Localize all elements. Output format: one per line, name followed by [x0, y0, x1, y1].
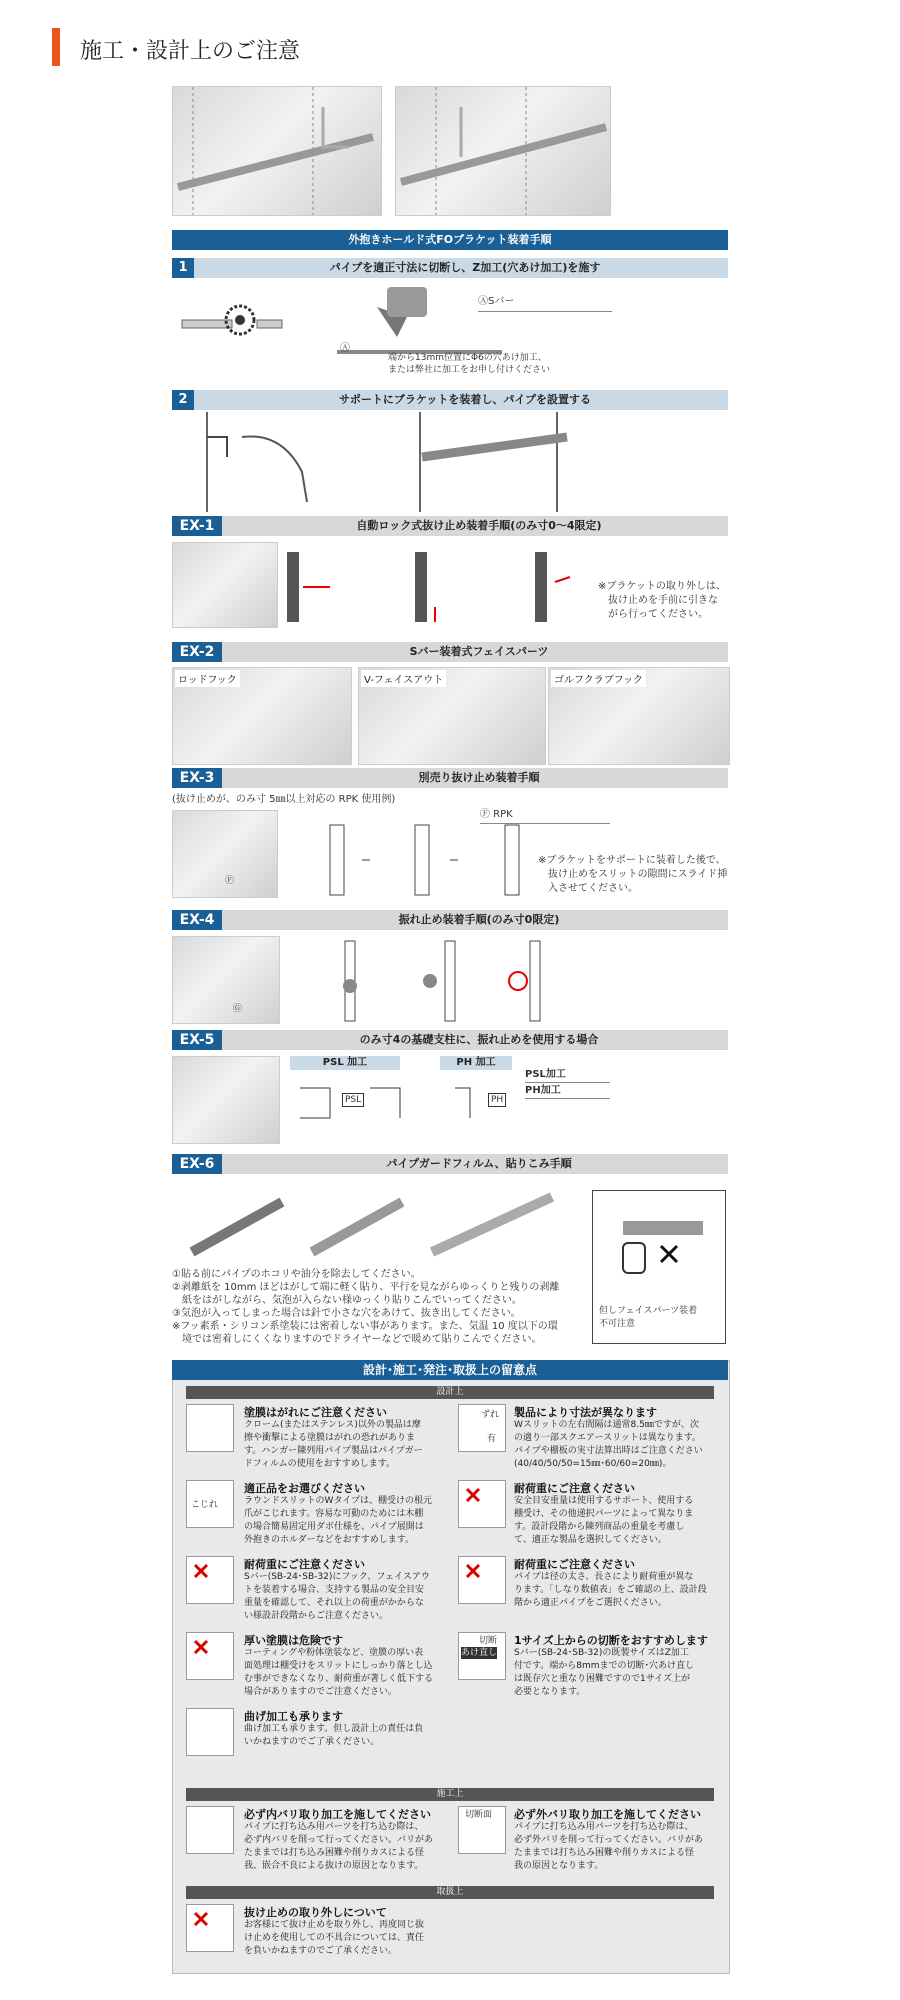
note-thick-body-1: コーティングや粉体塗装など、塗膜の厚い表 [244, 1648, 424, 1658]
note-thick-body-2: 面処理は棚受けをスリットにしっかり落とし込 [244, 1661, 433, 1671]
ex3-photo [172, 810, 278, 898]
ex1-bar [172, 516, 728, 536]
step2-number: 2 [172, 390, 194, 410]
ex2-photo-rod-hook [172, 667, 352, 765]
ex6-step-2: ②剥離紙を 10mm ほどはがして端に軽く貼り、平行を見ながらゆっくりと残りの剥離 [172, 1282, 560, 1293]
bracket-illustration-left [173, 87, 381, 215]
sway-stop-steps [290, 936, 550, 1026]
note-load1-body-3: 重量を確認して、それ以上の荷重がかからな [244, 1598, 424, 1608]
cut-icon-text-2: あけ直し [461, 1648, 498, 1658]
ex3-label: EX-3 [172, 768, 222, 788]
ex5-label: EX-5 [172, 1030, 222, 1050]
note-outer-title: 必ず外バリ取り加工を施してください [514, 1808, 701, 1821]
cut-icon-text-1: 切断 [479, 1636, 498, 1646]
page-title: 施工・設計上のご注意 [80, 39, 301, 64]
thick-coating-icon [186, 1632, 234, 1680]
psl-ph-diagram [290, 1078, 520, 1138]
top-photo-right [395, 86, 611, 216]
note-load3-body-1: パイプは径の太さ、長さにより耐荷重が異な [514, 1572, 694, 1582]
ex5-bar [172, 1030, 728, 1050]
step2-bar [172, 390, 728, 410]
ex6-text: パイプガードフィルム、貼りこみ手順 [386, 1157, 572, 1170]
ex1-label: EX-1 [172, 516, 222, 536]
load-warning-icon-3 [458, 1556, 506, 1604]
note-coating-title: 塗膜はがれにご注意ください [244, 1406, 387, 1419]
step2-text: サポートにブラケットを装着し、パイプを設置する [338, 393, 592, 406]
ex6-warning-box [592, 1190, 726, 1344]
note-bend-body-2: いかねますのでご了承ください。 [244, 1737, 380, 1747]
ex4-label: EX-4 [172, 910, 222, 930]
ex4-text: 振れ止め装着手順(のみ寸0限定) [398, 913, 560, 926]
note-proper-title: 適正品をお選びください [244, 1482, 365, 1495]
step2-illustration [172, 412, 728, 512]
ex3-label-rpk: Ⓕ RPK [480, 809, 513, 820]
ex5-photo [172, 1056, 280, 1144]
note-inner-body-1: パイプに打ち込み用パーツを打ち込む際は、 [244, 1822, 424, 1832]
ex5-legend-psl: PSL加工 [525, 1069, 566, 1080]
ex3-note-2: 抜け止めをスリットの隙間にスライド挿 [548, 869, 728, 880]
ex2-photo2-caption: V-フェイスアウト [361, 670, 446, 687]
no-cross-icon-5 [187, 1905, 233, 1951]
inner-deburr-icon [186, 1806, 234, 1854]
section-install-bar: 施工上 [186, 1788, 714, 1801]
note-load3-body-3: 階から適正パイプをご選択ください。 [514, 1598, 667, 1608]
ex6-bar [172, 1154, 728, 1174]
note-outer-body-4: 我の原因となります。 [514, 1861, 604, 1871]
auto-lock-steps [285, 542, 585, 626]
step1-bar [172, 258, 728, 278]
note-handling-body-3: を負いかねますのでご了承ください。 [244, 1946, 398, 1956]
note-load3-body-2: ります。「しなり数値表」をご確認の上、設計段 [514, 1585, 707, 1595]
note-load2-body-3: す。設計段階から陳列商品の重量を考慮し [514, 1522, 685, 1532]
faceout-no-icon [593, 1191, 723, 1287]
offset-icon [458, 1404, 506, 1452]
note-outer-body-1: パイプに打ち込み用パーツを打ち込む際は、 [514, 1822, 694, 1832]
ex3-subtitle: (抜け止めが、のみ寸 5㎜以上対応の RPK 使用例) [172, 794, 396, 805]
note-size-body-2: の適り一部スクエアースリットは異なります。 [514, 1433, 702, 1443]
ex3-photo-label: Ⓕ [225, 876, 235, 886]
note-size-body-3: パイプや棚板の実寸法算出時はご注意ください [514, 1446, 703, 1456]
section-handling-bar: 取扱上 [186, 1886, 714, 1899]
note-size-body-1: Wスリットの左右間隔は通常8.5㎜ですが、次 [514, 1420, 699, 1430]
note-cut-body-4: 必要となります。 [514, 1687, 586, 1697]
ex2-bar [172, 642, 728, 662]
ex5-illustration [290, 1078, 520, 1138]
ex2-photo-golf-hook [548, 667, 730, 765]
note-thick-body-3: む事ができなくなり、耐荷重が著しく低下する [244, 1674, 434, 1684]
pipe-film-steps [172, 1182, 562, 1262]
outer-deburr-icon-text: 切断面 [465, 1810, 493, 1820]
install-heading: 外抱きホールド式FOブラケット装着手順 [172, 230, 728, 250]
step1-label-s: ⒶSバー [478, 296, 515, 307]
notes-heading: 設計･施工･発注･取扱上の留意点 [172, 1360, 728, 1380]
note-inner-title: 必ず内バリ取り加工を施してください [244, 1808, 431, 1821]
note-bend-body-1: 曲げ加工も承ります。但し設計上の責任は負 [244, 1724, 424, 1734]
note-size-body-4: (40/40/50/50=15㎜･60/60=20㎜)。 [514, 1459, 672, 1469]
step1-note-2: または弊社に加工をお申し付けください [388, 365, 551, 375]
ex2-text: Sバー装着式フェイスパーツ [409, 645, 549, 658]
note-load1-body-2: トを装着する場合、支持する製品の安全目安 [244, 1585, 425, 1595]
note-inner-body-3: たままでは打ち込み困難や削りカスによる怪 [244, 1848, 425, 1858]
ex1-photo [172, 542, 278, 628]
ex5-psl-header: PSL 加工 [290, 1056, 400, 1070]
ex5-legend-psl-line [525, 1082, 610, 1083]
note-proper-body-2: 爪がこじれます。容易な可動のためには木棚 [244, 1509, 424, 1519]
title-accent-bar [52, 28, 60, 66]
section-design-bar: 設計上 [186, 1386, 714, 1399]
note-coating-body-3: す。ハンガー陳列用パイプ製品はパイプガー [244, 1446, 423, 1456]
ex4-bar [172, 910, 728, 930]
note-load2-body-4: て、適正な製品を選択してください。 [514, 1535, 667, 1545]
note-handling-body-2: け止めを使用しての不具合については、責任 [244, 1933, 424, 1943]
bend-icon [186, 1708, 234, 1756]
note-cut-body-3: は既存穴と重なり困難ですので1サイズ上が [514, 1674, 691, 1684]
ex1-illustration [285, 542, 585, 626]
note-bend-title: 曲げ加工も承ります [244, 1710, 343, 1723]
ex2-photo3-caption: ゴルフクラブフック [551, 670, 646, 687]
step1-label-a: Ⓐ [340, 343, 350, 354]
stopper-removal-icon [186, 1904, 234, 1952]
note-cut-body-1: Sバー(SB-24･SB-32)の既製サイズはZ加工 [514, 1648, 689, 1658]
ex6-step-3: ③気泡が入ってしまった場合は針で小さな穴をあけて、抜き出してください。 [172, 1308, 521, 1319]
ex5-psl-tag: PSL [342, 1093, 364, 1107]
note-cut-body-2: 付です。端から8mmまでの切断･穴あけ直し [514, 1661, 695, 1671]
ex3-bar [172, 768, 728, 788]
note-coating-body-1: クローム(またはステンレス)以外の製品は摩 [244, 1420, 421, 1430]
ex5-ph-header: PH 加工 [440, 1056, 512, 1070]
note-coating-body-4: ドフィルムの使用をおすすめします。 [244, 1459, 396, 1469]
note-coating-body-2: 擦や衝撃による塗膜はがれの恐れがありま [244, 1433, 416, 1443]
top-photo-left [172, 86, 382, 216]
coating-peel-icon [186, 1404, 234, 1452]
note-cut-title: 1サイズ上からの切断をおすすめします [514, 1634, 708, 1647]
rpk-install-steps [290, 820, 530, 900]
ex3-text: 別売り抜け止め装着手順 [418, 771, 540, 784]
note-outer-body-3: たままでは打ち込み困難や削りカスによる怪 [514, 1848, 695, 1858]
load-warning-icon [186, 1556, 234, 1604]
bracket-illustration-right [396, 87, 610, 215]
note-thick-title: 厚い塗膜は危険です [244, 1634, 343, 1647]
ex6-box-note-1: 但しフェイスパーツ装着 [599, 1306, 698, 1316]
note-handling-body-1: お客様にて抜け止めを取り外し、再度同じ抜 [244, 1920, 425, 1930]
offset-icon-text-1: ずれ [481, 1410, 500, 1420]
ex3-note-1: ※ブラケットをサポートに装着した後で、 [538, 855, 726, 866]
no-cross-icon-3 [459, 1481, 505, 1527]
ex3-note-3: 入させてください。 [548, 883, 638, 894]
ex6-note-2: 境では密着しにくくなりますのでドライヤーなどで暖めて貼りこんでください。 [172, 1334, 542, 1345]
cut-icon [458, 1632, 506, 1680]
note-load1-title: 耐荷重にご注意ください [244, 1558, 365, 1571]
outer-deburr-icon [458, 1806, 506, 1854]
twist-icon-text: こじれ [191, 1500, 219, 1510]
ex3-rpk-line [480, 823, 610, 824]
twist-icon [186, 1480, 234, 1528]
note-thick-body-4: 場合がありますのでご注意ください。 [244, 1687, 398, 1697]
ex1-text: 自動ロック式抜け止め装着手順(のみ寸0～4限定) [356, 519, 602, 532]
ex6-illustration [172, 1182, 562, 1262]
load-warning-icon-2 [458, 1480, 506, 1528]
ex4-photo-label: Ⓖ [233, 1004, 243, 1014]
note-load3-title: 耐荷重にご注意ください [514, 1558, 635, 1571]
note-inner-body-4: 我、嵌合不良による抜けの原因となります。 [244, 1861, 424, 1871]
ex6-note-1: ※フッ素系・シリコン系塗装には密着しない事があります。また、気温 10 度以下の環 [172, 1321, 558, 1332]
note-outer-body-2: 必ず外バリを削って行ってください。バリがあ [514, 1835, 704, 1845]
ex3-illustration [290, 820, 530, 900]
ex1-note-1: ※ブラケットの取り外しは、 [598, 581, 726, 592]
ex2-photo1-caption: ロッドフック [175, 670, 240, 687]
step1-number: 1 [172, 258, 194, 278]
ex6-box-note-2: 不可注意 [599, 1319, 636, 1329]
step1-note-1: 端から13mm位置にΦ6の穴あけ加工、 [388, 353, 547, 363]
note-size-title: 製品により寸法が異なります [514, 1406, 657, 1419]
ex5-text: のみ寸4の基礎支柱に、振れ止めを使用する場合 [359, 1033, 599, 1046]
note-load2-body-1: 安全目安重量は使用するサポート、使用する [514, 1496, 694, 1506]
note-load2-title: 耐荷重にご注意ください [514, 1482, 635, 1495]
ex5-legend-ph-line [525, 1098, 610, 1099]
ex4-illustration [290, 936, 550, 1026]
note-load1-body-1: Sバー(SB-24･SB-32)にフック、フェイスアウ [244, 1572, 430, 1582]
ex2-photo-v-faceout [358, 667, 546, 765]
no-cross-icon-4 [459, 1557, 505, 1603]
no-cross-icon-2 [187, 1633, 233, 1679]
step1-label-line [478, 311, 612, 312]
offset-icon-text-2: 有 [487, 1434, 497, 1444]
ex6-step-2b: 紙をはがしながら、気泡が入らない様ゆっくり貼りこんでいってください。 [172, 1295, 522, 1306]
note-proper-body-1: ラウンドスリットのWタイプは、棚受けの根元 [244, 1496, 433, 1506]
note-inner-body-2: 必ず内バリを削って行ってください。バリがあ [244, 1835, 434, 1845]
ex6-step-1: ①貼る前にパイプのホコリや油分を除去してください。 [172, 1269, 421, 1280]
note-load1-body-4: い様設計段階からご注意ください。 [244, 1611, 389, 1621]
bracket-mount-illustration [172, 412, 728, 512]
step1-text: パイプを適正寸法に切断し、Z加工(穴あけ加工)を施す [329, 261, 601, 274]
note-load2-body-2: 棚受け、その他递択パーツによって異なりま [514, 1509, 694, 1519]
ex4-photo [172, 936, 280, 1024]
ex2-label: EX-2 [172, 642, 222, 662]
no-cross-icon [187, 1557, 233, 1603]
note-proper-body-4: 外抱きのホルダーなどをおすすめします。 [244, 1535, 415, 1545]
note-proper-body-3: の場合簡易固定用ダボ仕様を、パイプ展開は [244, 1522, 424, 1532]
ex1-note-3: がら行ってください。 [608, 609, 708, 620]
ex6-label: EX-6 [172, 1154, 222, 1174]
ex1-note-2: 抜け止めを手前に引きな [608, 595, 718, 606]
ex5-legend-ph: PH加工 [525, 1085, 561, 1096]
note-handling-title: 抜け止めの取り外しについて [244, 1906, 387, 1919]
ex5-ph-tag: PH [488, 1093, 506, 1107]
